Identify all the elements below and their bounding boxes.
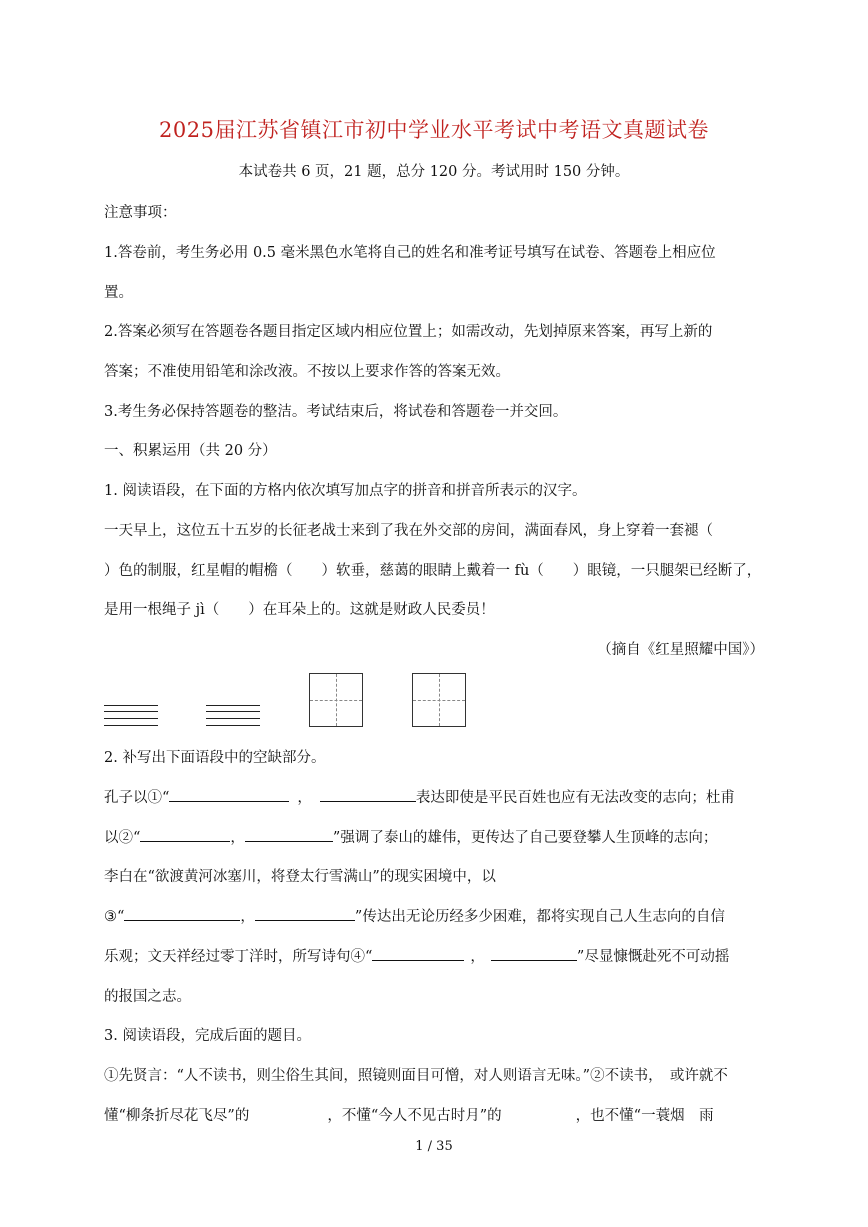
q2-text: ， (230, 830, 245, 846)
q2-text: ”尽显慷慨赴死不可动摇 (576, 949, 730, 965)
answer-blank[interactable] (140, 827, 230, 842)
question-2-prompt: 2. 补写出下面语段中的空缺部分。 (104, 750, 326, 766)
notice-1-line-1: 1.答卷前，考生务必用 0.5 毫米黑色水笔将自己的姓名和准考证号填写在试卷、答题卷上相应位 (104, 245, 716, 261)
question-2-line-4 (104, 905, 764, 926)
question-1-source: （摘自《红星照耀中国》） (597, 642, 764, 658)
question-2-line-3: 李白在“欲渡黄河冰塞川，将登太行雪满山”的现实困境中，以 (104, 869, 496, 885)
q2-text: 乐观；文天祥经过零丁洋时，所写诗句④“ (104, 949, 373, 965)
q2-text: 以②“ (104, 830, 141, 846)
q2-text: ， (297, 790, 312, 806)
question-1-passage-line-1: 一天早上，这位五十五岁的长征老战士来到了我在外交部的房间，满面春风，身上穿着一套褪（ (104, 523, 713, 539)
question-2-line-6: 的报国之志。 (104, 989, 191, 1005)
notice-heading: 注意事项： (104, 205, 177, 221)
q3-text: ，不懂“今人不见古时月”的 (327, 1108, 502, 1124)
notice-1-line-2: 置。 (104, 285, 133, 301)
q2-text: ， (240, 909, 255, 925)
character-grid-1[interactable] (309, 673, 363, 727)
character-grid-2[interactable] (412, 673, 466, 727)
page-number: 1 / 35 (415, 1139, 453, 1154)
answer-blank[interactable] (255, 906, 355, 921)
answer-blank[interactable] (491, 946, 577, 961)
q3-text: 懂“柳条折尽花飞尽”的 (104, 1108, 250, 1124)
question-3-prompt: 3. 阅读语段，完成后面的题目。 (104, 1028, 311, 1044)
answer-blank[interactable] (320, 787, 416, 802)
question-1-passage-line-3: 是用一根绳子 jì（ ）在耳朵上的。这就是财政人民委员！ (104, 602, 495, 618)
section-heading: 一、积累运用（共 20 分） (104, 443, 277, 459)
notice-2-line-1: 2.答案必须写在答题卷各题目指定区域内相应位置上；如需改动，先划掉原来答案，再写上新的 (104, 324, 713, 340)
q2-text: ”传达出无论历经多少困难，都将实现自己人生志向的自信 (354, 909, 725, 925)
question-3-line-2 (104, 1104, 764, 1125)
question-1-prompt: 1. 阅读语段，在下面的方格内依次填写加点字的拼音和拼音所表示的汉字。 (104, 483, 587, 499)
answer-blank[interactable] (245, 827, 333, 842)
q2-text: ”强调了泰山的雄伟，更传达了自己要登攀人生顶峰的志向； (332, 830, 718, 846)
q2-text: ， (470, 949, 485, 965)
answer-blank[interactable] (169, 787, 289, 802)
exam-title: 2025届江苏省镇江市初中学业水平考试中考语文真题试卷 (159, 118, 709, 142)
notice-3: 3.考生务必保持答题卷的整洁。考试结束后，将试卷和答题卷一并交回。 (104, 404, 568, 420)
answer-blank[interactable] (124, 906, 240, 921)
question-3-line-1: ①先贤言：“人不读书，则尘俗生其间，照镜则面目可憎，对人则语言无味。”②不读书， 或许就不 (104, 1068, 728, 1084)
exam-subtitle: 本试卷共 6 页，21 题，总分 120 分。考试用时 150 分钟。 (238, 164, 630, 180)
question-2-line-5 (104, 945, 764, 966)
answer-blank[interactable] (372, 946, 464, 961)
q2-text: 孔子以①“ (104, 790, 170, 806)
notice-2-line-2: 答案；不准使用铅笔和涂改液。不按以上要求作答的答案无效。 (104, 364, 510, 380)
q2-text: 表达即使是平民百姓也应有无法改变的志向；杜甫 (415, 790, 735, 806)
question-1-passage-line-2: ）色的制服，红星帽的帽檐（ ）软垂，慈蔼的眼睛上戴着一 fù（ ）眼镜，一只腿架已经断了， (104, 563, 762, 579)
question-2-line-2 (104, 826, 764, 847)
q3-text: ，也不懂“一蓑烟 雨 (575, 1108, 714, 1124)
q2-text: ③“ (104, 909, 125, 925)
question-2-line-1 (104, 786, 764, 807)
